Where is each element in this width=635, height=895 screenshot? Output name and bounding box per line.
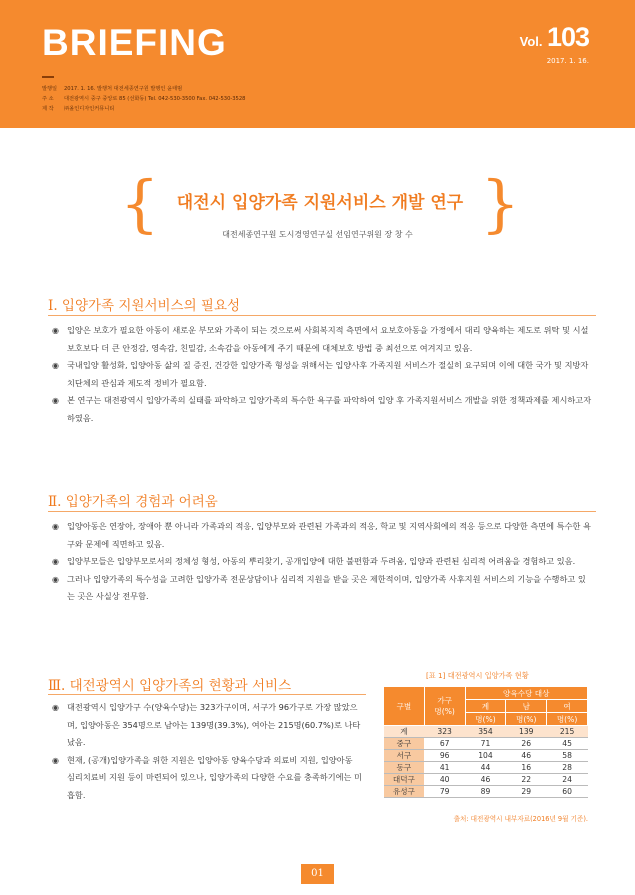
- bullet-item: ◉ 입양부모들은 입양부모로서의 정체성 형성, 아동의 뿌리찾기, 공개입양에 대한 불편함과 두려움, 입양과 관련된 심리적 어려움을 경험하고 있음.: [52, 553, 592, 571]
- header-banner: [0, 0, 635, 128]
- section-divider: [48, 511, 596, 512]
- header-female: 여: [547, 700, 588, 713]
- volume-prefix: Vol.: [519, 34, 543, 49]
- section-bullets: [52, 518, 592, 606]
- section-divider: [48, 315, 596, 316]
- section-title: Ⅰ. 입양가족 지원서비스의 필요성: [48, 298, 241, 314]
- bullet-item: ◉ 입양은 보호가 필요한 아동이 새로운 부모와 가족이 되는 것으로써 사회복지적 측면에서 요보호아동을 가정에서 대리 양육하는 제도로 위탁 및 시설보호보다 더 큰 안정감, 영속감, 친밀감, 소속감을 아동에게 주기 때문에 대체보호 방법 중 최선으로 여겨지고 있음.: [52, 322, 592, 357]
- header-district: 구별: [384, 687, 425, 726]
- page-number: 01: [301, 864, 334, 884]
- left-brace-icon: {: [120, 167, 160, 240]
- header-unit: 명(%): [465, 713, 506, 726]
- header-unit: 명(%): [547, 713, 588, 726]
- header-unit: 명(%): [506, 713, 547, 726]
- brand-title: BRIEFING: [42, 22, 227, 63]
- table-row: 중구 67 71 26 45: [384, 738, 588, 750]
- document-title: 대전시 입양가족 지원서비스 개발 연구: [176, 193, 464, 213]
- table-row: 대덕구 40 46 22 24: [384, 774, 588, 786]
- table-source: 출처: 대전광역시 내부자료(2016년 9월 기준).: [453, 815, 588, 823]
- table-row: 유성구 79 89 29 60: [384, 786, 588, 798]
- publication-info-line: 발행일 2017. 1. 16. 발행처 대전세종연구원 발행인 윤태범: [42, 86, 183, 92]
- right-brace-icon: }: [480, 167, 520, 240]
- volume-number: 103: [546, 22, 589, 52]
- bullet-item: ◉ 국내입양 활성화, 입양아동 삶의 질 증진, 건강한 입양가족 형성을 위해서는 입양사후 가족지원 서비스가 절실히 요구되며 이에 대한 국가 및 지방자치단체의 관심과 제도적 정비가 필요함.: [52, 357, 592, 392]
- adoption-table: [383, 686, 588, 798]
- section-bullets: [52, 322, 592, 427]
- bullet-item: ◉ 본 연구는 대전광역시 입양가족의 실태를 파악하고 입양가족의 특수한 욕구를 파악하여 입양 후 가족지원서비스 개발을 위한 정책과제를 제시하고자 하였음.: [52, 392, 592, 427]
- section-divider: [48, 694, 366, 695]
- table-row: 서구 96 104 46 58: [384, 750, 588, 762]
- table-row: 계 323 354 139 215: [384, 726, 588, 738]
- section-title: Ⅱ. 입양가족의 경험과 어려움: [48, 494, 218, 510]
- bullet-item: ◉ 현재, (공개)입양가족을 위한 지원은 입양아동 양육수당과 의료비 지원, 입양아동 심리치료비 지원 등이 마련되어 있으나, 입양가족의 다양한 수요를 충족하기에는 미흡함.: [52, 752, 362, 805]
- table-caption: [표 1] 대전광역시 입양가족 현황: [426, 671, 529, 680]
- header-male: 남: [506, 700, 547, 713]
- author-line: 대전세종연구원 도시경영연구실 선임연구위원 장 창 수: [222, 230, 413, 239]
- volume-label: [520, 22, 589, 53]
- table-row: 동구 41 44 16 28: [384, 762, 588, 774]
- issue-date: 2017. 1. 16.: [546, 57, 589, 65]
- header-group: 양육수당 대상: [465, 687, 587, 700]
- section-title: Ⅲ. 대전광역시 입양가족의 현황과 서비스: [48, 678, 292, 694]
- section-bullets: [52, 699, 362, 804]
- header-total: 계: [465, 700, 506, 713]
- publication-info-line: 제 작 ㈜올인디자인커뮤니티: [42, 106, 115, 112]
- publication-info: [42, 84, 245, 114]
- bullet-item: ◉ 그러나 입양가족의 특수성을 고려한 입양가족 전문상담이나 심리적 지원을 받을 곳은 제한적이며, 입양가족 사후지원 서비스의 기능을 수행하고 있는 곳은 사실상 전무함.: [52, 571, 592, 606]
- bullet-item: ◉ 대전광역시 입양가구 수(양육수당)는 323가구이며, 서구가 96가구로 가장 많았으며, 입양아동은 354명으로 남아는 139명(39.3%), 여아는 215명(60.7%)로 나타났음.: [52, 699, 362, 752]
- header-households: 가구 명(%): [424, 687, 465, 726]
- header-divider: [42, 76, 54, 78]
- bullet-item: ◉ 입양아동은 연장아, 장애아 뿐 아니라 가족과의 적응, 입양부모와 관련된 가족과의 적응, 학교 및 지역사회에의 적응 등으로 다양한 측면에 특수한 욕구와 문제에 직면하고 있음.: [52, 518, 592, 553]
- publication-info-line: 주 소 대전광역시 중구 중앙로 85 (선화동) Tel. 042-530-3500 Fax. 042-530-3528: [42, 96, 246, 102]
